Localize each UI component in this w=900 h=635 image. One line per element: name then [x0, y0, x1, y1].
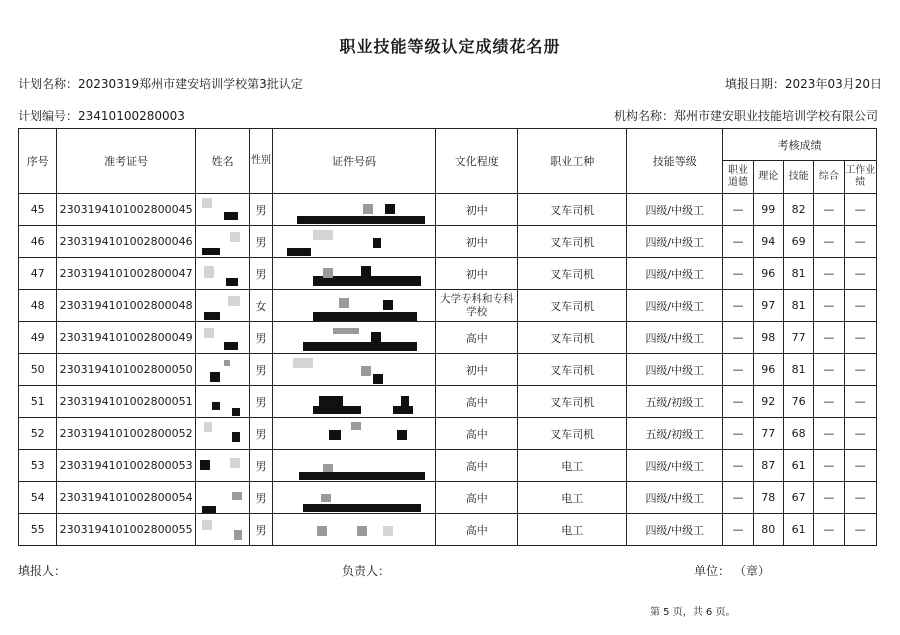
redaction-block [287, 248, 311, 256]
cell-theory: 98 [753, 322, 783, 354]
cell-name-redacted [195, 386, 250, 418]
cell-skill-level: 四级/中级工 [627, 290, 723, 322]
header-exam-no: 准考证号 [57, 129, 195, 194]
redaction-block [317, 526, 327, 536]
redaction-block [224, 342, 238, 350]
cell-id-redacted [272, 482, 436, 514]
cell-seq: 49 [19, 322, 57, 354]
cell-theory: 96 [753, 258, 783, 290]
cell-id-redacted [272, 386, 436, 418]
cell-seq: 51 [19, 386, 57, 418]
redaction-block [202, 198, 212, 208]
page-info: 第 5 页，共 6 页。 [650, 607, 736, 618]
cell-name-redacted [195, 418, 250, 450]
cell-exam-no: 2303194101002800053 [57, 450, 195, 482]
responsible-label: 负责人： [342, 564, 391, 578]
redaction-block [234, 530, 242, 540]
cell-theory: 99 [753, 194, 783, 226]
redaction-mark [273, 226, 436, 257]
cell-ethics: — [723, 226, 753, 258]
plan-name-label: 计划名称： [18, 77, 79, 91]
cell-id-redacted [272, 258, 436, 290]
cell-education: 高中 [436, 514, 518, 546]
redaction-block [232, 408, 240, 416]
header-gender: 性别 [250, 129, 272, 194]
redaction-block [210, 372, 220, 382]
cell-work: — [844, 194, 876, 226]
cell-ethics: — [723, 290, 753, 322]
cell-work: — [844, 322, 876, 354]
header-skill: 技能 [783, 161, 813, 194]
cell-name-redacted [195, 354, 250, 386]
cell-occupation: 叉车司机 [518, 386, 627, 418]
cell-gender: 男 [250, 322, 272, 354]
table-row [19, 514, 877, 546]
cell-name-redacted [195, 482, 250, 514]
cell-work: — [844, 482, 876, 514]
cell-occupation: 叉车司机 [518, 194, 627, 226]
table-row [19, 354, 877, 386]
cell-education: 高中 [436, 386, 518, 418]
table-row [19, 226, 877, 258]
cell-overall: — [814, 514, 844, 546]
cell-id-redacted [272, 354, 436, 386]
plan-name-value: 20230319郑州市建安培训学校第3批认定 [78, 77, 303, 91]
table-row [19, 322, 877, 354]
cell-exam-no: 2303194101002800051 [57, 386, 195, 418]
cell-ethics: — [723, 418, 753, 450]
cell-theory: 92 [753, 386, 783, 418]
cell-overall: — [814, 290, 844, 322]
redaction-mark [273, 354, 436, 385]
redaction-block [204, 422, 212, 432]
redaction-block [383, 526, 393, 536]
redaction-mark [196, 386, 250, 417]
unit-label: 单位： [694, 564, 731, 578]
table-row [19, 482, 877, 514]
cell-theory: 97 [753, 290, 783, 322]
header-ethics: 职业道德 [723, 161, 753, 194]
cell-work: — [844, 514, 876, 546]
redaction-mark [196, 418, 250, 449]
cell-gender: 男 [250, 354, 272, 386]
score-roster-table [18, 128, 877, 546]
cell-work: — [844, 354, 876, 386]
cell-exam-no: 2303194101002800052 [57, 418, 195, 450]
redaction-mark [273, 514, 436, 545]
redaction-mark [196, 514, 250, 545]
cell-education: 大学专科和专科学校 [436, 290, 518, 322]
redaction-block [323, 268, 333, 278]
cell-seq: 55 [19, 514, 57, 546]
cell-education: 初中 [436, 258, 518, 290]
cell-ethics: — [723, 258, 753, 290]
cell-gender: 男 [250, 226, 272, 258]
org-name-label: 机构名称： [613, 109, 674, 123]
redaction-mark [196, 450, 250, 481]
header-work: 工作业绩 [844, 161, 876, 194]
cell-skill: 61 [783, 514, 813, 546]
cell-occupation: 叉车司机 [518, 418, 627, 450]
redaction-block [383, 300, 393, 310]
cell-skill: 77 [783, 322, 813, 354]
cell-name-redacted [195, 194, 250, 226]
cell-education: 初中 [436, 194, 518, 226]
redaction-mark [196, 258, 250, 289]
cell-work: — [844, 386, 876, 418]
redaction-mark [273, 290, 436, 321]
cell-skill-level: 四级/中级工 [627, 258, 723, 290]
cell-name-redacted [195, 258, 250, 290]
cell-overall: — [814, 482, 844, 514]
header-scores-group: 考核成绩 [723, 129, 877, 161]
header-name: 姓名 [195, 129, 250, 194]
cell-work: — [844, 226, 876, 258]
redaction-block [204, 266, 214, 278]
cell-seq: 54 [19, 482, 57, 514]
redaction-block [204, 328, 214, 338]
cell-overall: — [814, 418, 844, 450]
cell-ethics: — [723, 194, 753, 226]
redaction-block [363, 204, 373, 214]
cell-gender: 男 [250, 258, 272, 290]
cell-overall: — [814, 386, 844, 418]
cell-work: — [844, 290, 876, 322]
cell-occupation: 叉车司机 [518, 354, 627, 386]
redaction-block [293, 358, 313, 368]
cell-skill-level: 四级/中级工 [627, 354, 723, 386]
cell-overall: — [814, 450, 844, 482]
redaction-block [339, 298, 349, 308]
redaction-mark [196, 482, 250, 513]
cell-skill-level: 五级/初级工 [627, 386, 723, 418]
redaction-block [385, 204, 395, 214]
cell-ethics: — [723, 482, 753, 514]
redaction-mark [196, 194, 250, 225]
cell-occupation: 叉车司机 [518, 258, 627, 290]
cell-skill: 81 [783, 258, 813, 290]
cell-exam-no: 2303194101002800047 [57, 258, 195, 290]
cell-skill: 76 [783, 386, 813, 418]
redaction-block [393, 406, 413, 414]
seal-label: （章） [734, 564, 771, 578]
cell-exam-no: 2303194101002800055 [57, 514, 195, 546]
cell-work: — [844, 258, 876, 290]
redaction-block [397, 430, 407, 440]
redaction-block [333, 328, 359, 334]
cell-gender: 男 [250, 482, 272, 514]
cell-theory: 96 [753, 354, 783, 386]
cell-gender: 男 [250, 194, 272, 226]
cell-id-redacted [272, 450, 436, 482]
redaction-block [357, 526, 367, 536]
cell-ethics: — [723, 514, 753, 546]
cell-gender: 男 [250, 386, 272, 418]
cell-occupation: 叉车司机 [518, 226, 627, 258]
report-date-label: 填报日期： [724, 77, 785, 91]
cell-occupation: 电工 [518, 514, 627, 546]
cell-exam-no: 230319410100280004​5 [57, 194, 195, 226]
redaction-mark [273, 386, 436, 417]
cell-work: — [844, 418, 876, 450]
org-name-value: 郑州市建安职业技能培训学校有限公司 [673, 109, 878, 123]
table-row [19, 450, 877, 482]
cell-theory: 77 [753, 418, 783, 450]
table-row [19, 258, 877, 290]
redaction-block [373, 374, 383, 384]
cell-overall: — [814, 258, 844, 290]
plan-name [18, 75, 303, 92]
cell-overall: — [814, 194, 844, 226]
cell-ethics: — [723, 354, 753, 386]
cell-seq: 46 [19, 226, 57, 258]
redaction-block [299, 472, 425, 480]
redaction-mark [196, 322, 250, 353]
cell-education: 高中 [436, 482, 518, 514]
cell-seq: 45 [19, 194, 57, 226]
plan-number [18, 107, 185, 124]
cell-occupation: 电工 [518, 482, 627, 514]
page-title: 职业技能等级认定成绩花名册 [339, 37, 561, 56]
header-id-no: 证件号码 [272, 129, 436, 194]
redaction-block [329, 430, 341, 440]
redaction-mark [273, 450, 436, 481]
redaction-mark [273, 322, 436, 353]
redaction-block [361, 366, 371, 376]
cell-name-redacted [195, 226, 250, 258]
cell-gender: 男 [250, 450, 272, 482]
cell-id-redacted [272, 226, 436, 258]
redaction-block [351, 422, 361, 430]
table-row [19, 290, 877, 322]
cell-skill: 61 [783, 450, 813, 482]
redaction-block [323, 464, 333, 472]
cell-skill-level: 四级/中级工 [627, 194, 723, 226]
cell-skill-level: 四级/中级工 [627, 450, 723, 482]
cell-work: — [844, 450, 876, 482]
cell-education: 初中 [436, 354, 518, 386]
cell-education: 高中 [436, 450, 518, 482]
redaction-block [303, 504, 421, 512]
redaction-block [373, 238, 381, 248]
header-occupation: 职业工种 [518, 129, 627, 194]
redaction-mark [196, 290, 250, 321]
cell-name-redacted [195, 450, 250, 482]
table-row [19, 418, 877, 450]
header-theory: 理论 [753, 161, 783, 194]
redaction-block [200, 460, 210, 470]
cell-occupation: 叉车司机 [518, 290, 627, 322]
redaction-block [226, 278, 238, 286]
redaction-block [202, 248, 220, 255]
header-seq: 序号 [19, 129, 57, 194]
redaction-block [232, 432, 240, 442]
report-date [725, 75, 882, 92]
redaction-block [230, 458, 240, 468]
redaction-block [230, 232, 240, 242]
cell-skill: 81 [783, 290, 813, 322]
cell-skill-level: 四级/中级工 [627, 226, 723, 258]
redaction-mark [273, 418, 436, 449]
redaction-block [313, 230, 333, 240]
cell-seq: 48 [19, 290, 57, 322]
header-skill-level: 技能等级 [627, 129, 723, 194]
report-date-value: 2023年03月20日 [784, 77, 882, 91]
cell-theory: 78 [753, 482, 783, 514]
table-row [19, 386, 877, 418]
cell-skill: 67 [783, 482, 813, 514]
cell-ethics: — [723, 386, 753, 418]
cell-education: 高中 [436, 322, 518, 354]
table-row [19, 194, 877, 226]
cell-ethics: — [723, 450, 753, 482]
redaction-block [313, 312, 417, 321]
redaction-mark [196, 226, 250, 257]
cell-skill-level: 四级/中级工 [627, 482, 723, 514]
cell-theory: 80 [753, 514, 783, 546]
redaction-block [313, 406, 361, 414]
redaction-block [321, 494, 331, 502]
plan-number-value: 23410100280003 [78, 109, 185, 123]
cell-skill-level: 四级/中级工 [627, 322, 723, 354]
redaction-mark [273, 194, 436, 225]
cell-occupation: 叉车司机 [518, 322, 627, 354]
header-education: 文化程度 [436, 129, 518, 194]
org-name [614, 107, 878, 124]
cell-education: 高中 [436, 418, 518, 450]
redaction-block [204, 312, 220, 320]
cell-overall: — [814, 354, 844, 386]
cell-exam-no: 2303194101002800054 [57, 482, 195, 514]
redaction-block [212, 402, 220, 410]
cell-id-redacted [272, 418, 436, 450]
cell-skill: 82 [783, 194, 813, 226]
cell-gender: 男 [250, 418, 272, 450]
cell-theory: 87 [753, 450, 783, 482]
redaction-mark [273, 258, 436, 289]
cell-skill: 68 [783, 418, 813, 450]
cell-exam-no: 2303194101002800046 [57, 226, 195, 258]
redaction-block [224, 360, 230, 366]
cell-occupation: 电工 [518, 450, 627, 482]
cell-ethics: — [723, 322, 753, 354]
cell-id-redacted [272, 194, 436, 226]
redaction-block [228, 296, 240, 306]
cell-seq: 53 [19, 450, 57, 482]
cell-seq: 52 [19, 418, 57, 450]
redaction-block [224, 212, 238, 220]
redaction-block [232, 492, 242, 500]
cell-skill-level: 四级/中级工 [627, 514, 723, 546]
cell-name-redacted [195, 290, 250, 322]
cell-overall: — [814, 322, 844, 354]
redaction-block [303, 342, 417, 351]
cell-skill: 81 [783, 354, 813, 386]
cell-id-redacted [272, 514, 436, 546]
reporter-label: 填报人： [18, 564, 67, 578]
cell-gender: 男 [250, 514, 272, 546]
cell-seq: 50 [19, 354, 57, 386]
redaction-mark [273, 482, 436, 513]
cell-id-redacted [272, 322, 436, 354]
cell-name-redacted [195, 514, 250, 546]
cell-id-redacted [272, 290, 436, 322]
redaction-block [371, 332, 381, 342]
cell-gender: 女 [250, 290, 272, 322]
cell-exam-no: 2303194101002800050 [57, 354, 195, 386]
cell-exam-no: 2303194101002800048 [57, 290, 195, 322]
redaction-block [202, 520, 212, 530]
cell-skill: 69 [783, 226, 813, 258]
cell-overall: — [814, 226, 844, 258]
cell-name-redacted [195, 322, 250, 354]
redaction-block [361, 266, 371, 276]
redaction-block [202, 506, 216, 514]
plan-number-label: 计划编号： [18, 109, 79, 123]
redaction-mark [196, 354, 250, 385]
cell-theory: 94 [753, 226, 783, 258]
cell-education: 初中 [436, 226, 518, 258]
cell-seq: 47 [19, 258, 57, 290]
header-overall: 综合 [814, 161, 844, 194]
cell-skill-level: 五级/初级工 [627, 418, 723, 450]
cell-exam-no: 2303194101002800049 [57, 322, 195, 354]
redaction-block [297, 216, 425, 224]
